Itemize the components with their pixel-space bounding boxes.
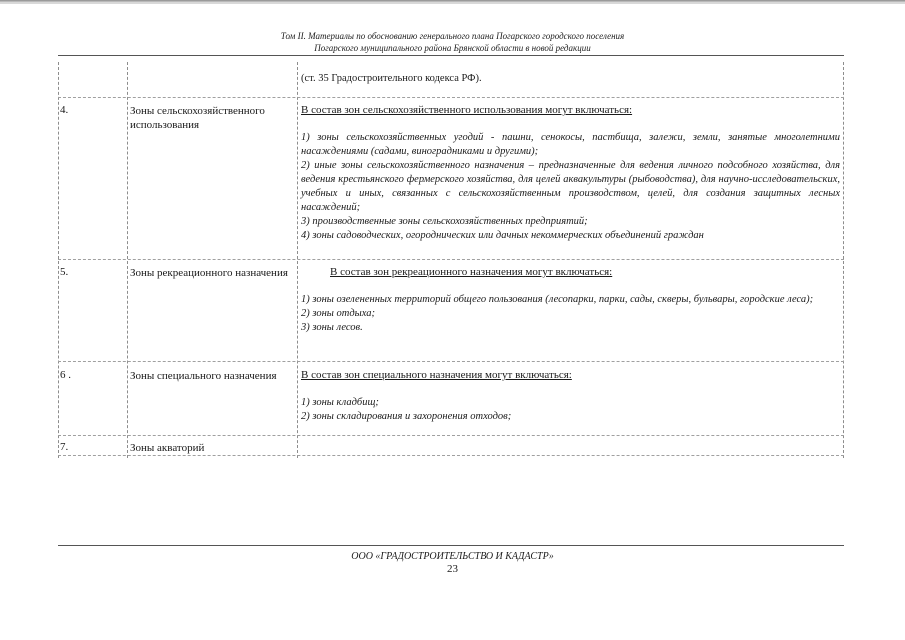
zone-name: Зоны рекреационного назначения: [130, 267, 288, 279]
row-number: 7.: [60, 441, 69, 453]
table-bottom-border: [58, 455, 844, 456]
zone-description: [301, 265, 840, 335]
row-separator: [58, 361, 844, 362]
zone-description: [301, 103, 840, 243]
row-separator: [58, 97, 844, 98]
zone-item: 2) иные зоны сельскохозяйственного назначения – предназначенные для ведения личного подсобного хозяйства, для ведения крестьянского фермерского хозяйства, для целей аквакультуры (рыбоводства), для научно-исследовательских, учебных и иных, связанных с сельскохозяйственным производством, целей, для создания защитных лесных насаждений;: [301, 160, 840, 213]
table-border-right: [843, 62, 845, 458]
row-separator: [58, 435, 844, 436]
running-header: [0, 30, 905, 54]
footer-rule: [58, 545, 844, 546]
row-number: 6 .: [60, 369, 71, 381]
zone-item: 2) зоны складирования и захоронения отходов;: [301, 411, 512, 422]
zone-name: Зоны акваторий: [130, 442, 205, 454]
table-border-left: [58, 62, 60, 458]
zone-heading: В состав зон специального назначения могут включаться:: [301, 369, 572, 381]
zone-description: [301, 368, 840, 424]
page-number: 23: [447, 563, 458, 575]
zone-name: Зоны сельскохозяйственного использования: [130, 105, 265, 131]
row-number: 4.: [60, 104, 69, 116]
zone-item: 2) зоны отдыха;: [301, 308, 376, 319]
header-line-1: Том II. Материалы по обоснованию генерального плана Погарского городского поселения: [280, 31, 625, 41]
scan-edge-shadow: [0, 3, 905, 4]
zone-heading: В состав зон сельскохозяйственного использования могут включаться:: [301, 104, 633, 116]
header-rule: [58, 55, 844, 56]
zone-item: 3) производственные зоны сельскохозяйственных предприятий;: [301, 216, 588, 227]
footer-company: ООО «ГРАДОСТРОИТЕЛЬСТВО И КАДАСТР»: [351, 551, 554, 562]
continuation-text: (ст. 35 Градостроительного кодекса РФ).: [301, 73, 482, 84]
table-divider-1: [127, 62, 129, 458]
zone-item: 3) зоны лесов.: [301, 322, 363, 333]
zone-item: 1) зоны сельскохозяйственных угодий - пашни, сенокосы, пастбища, залежи, земли, занятые многолетними насаждениями (садами, виноградниками и другими);: [301, 132, 840, 157]
row-number: 5.: [60, 266, 69, 278]
header-line-2: Погарского муниципального района Брянской области в новой редакции: [314, 43, 591, 53]
zone-name: Зоны специального назначения: [130, 370, 277, 382]
zone-heading: В состав зон рекреационного назначения могут включаться:: [330, 266, 613, 278]
zone-item: 4) зоны садоводческих, огороднических или дачных некоммерческих объединений граждан: [301, 230, 704, 241]
zone-item: 1) зоны кладбищ;: [301, 397, 379, 408]
zone-item: 1) зоны озелененных территорий общего пользования (лесопарки, парки, сады, скверы, бульвары, городские леса);: [301, 294, 814, 305]
table-divider-2: [297, 62, 299, 458]
row-separator: [58, 259, 844, 260]
